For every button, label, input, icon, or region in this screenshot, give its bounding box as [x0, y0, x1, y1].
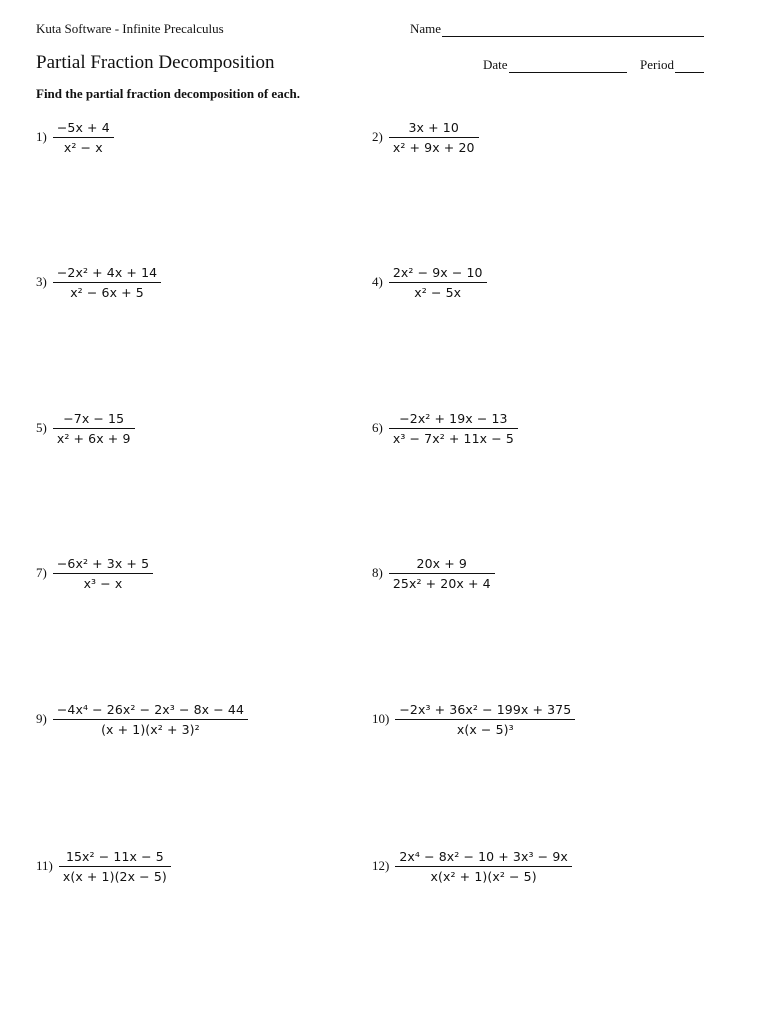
problem	[36, 550, 153, 596]
problem-number: 7)	[36, 565, 47, 580]
numerator: −2x² + 19x − 13	[399, 410, 508, 426]
denominator: x³ − 7x² + 11x − 5	[389, 428, 518, 446]
fraction	[59, 849, 171, 884]
problem	[372, 843, 572, 889]
fraction	[395, 702, 575, 737]
problem	[372, 696, 575, 742]
worksheet-title: Partial Fraction Decomposition	[36, 52, 275, 73]
denominator: 25x² + 20x + 4	[389, 573, 495, 591]
instructions: Find the partial fraction decomposition of each.	[36, 86, 300, 101]
numerator: −2x³ + 36x² − 199x + 375	[399, 701, 572, 717]
fraction	[53, 556, 153, 591]
period-blank[interactable]	[675, 60, 704, 73]
problem-number: 4)	[372, 274, 383, 289]
date-blank[interactable]	[509, 60, 627, 73]
denominator: x³ − x	[53, 573, 153, 591]
fraction	[53, 120, 114, 155]
denominator: x(x − 5)³	[395, 719, 575, 737]
problem-number: 3)	[36, 274, 47, 289]
fraction	[53, 411, 135, 446]
problem	[36, 259, 161, 305]
numerator: 15x² − 11x − 5	[65, 848, 164, 864]
denominator: x² − x	[53, 137, 114, 155]
name-blank[interactable]	[442, 24, 704, 37]
problem	[36, 696, 248, 742]
numerator: 3x + 10	[408, 119, 459, 135]
denominator: (x + 1)(x² + 3)²	[53, 719, 248, 737]
numerator: 20x + 9	[416, 555, 467, 571]
problem	[372, 259, 487, 305]
problem	[372, 114, 479, 160]
problem	[36, 114, 114, 160]
problem-number: 5)	[36, 420, 47, 435]
denominator: x(x + 1)(2x − 5)	[59, 866, 171, 884]
numerator: 2x² − 9x − 10	[392, 264, 483, 280]
numerator: −4x⁴ − 26x² − 2x³ − 8x − 44	[56, 701, 244, 717]
period-field[interactable]	[640, 57, 704, 73]
problem-number: 8)	[372, 565, 383, 580]
problem-number: 2)	[372, 129, 383, 144]
problem	[36, 843, 171, 889]
fraction	[389, 265, 487, 300]
numerator: −7x − 15	[63, 410, 125, 426]
numerator: 2x⁴ − 8x² − 10 + 3x³ − 9x	[399, 848, 568, 864]
fraction	[389, 120, 479, 155]
numerator: −6x² + 3x + 5	[56, 555, 150, 571]
problem	[36, 405, 135, 451]
problem-number: 6)	[372, 420, 383, 435]
denominator: x² + 9x + 20	[389, 137, 479, 155]
fraction	[389, 411, 518, 446]
date-label: Date	[483, 57, 508, 72]
date-field[interactable]	[483, 57, 627, 73]
problem-number: 10)	[372, 711, 390, 726]
denominator: x² − 5x	[389, 282, 487, 300]
period-label: Period	[640, 57, 674, 72]
problem-number: 1)	[36, 129, 47, 144]
name-label: Name	[410, 21, 442, 36]
fraction	[53, 265, 161, 300]
fraction	[395, 849, 572, 884]
problem	[372, 405, 518, 451]
name-field[interactable]	[410, 21, 704, 37]
problem	[372, 550, 495, 596]
problem-number: 9)	[36, 711, 47, 726]
denominator: x² − 6x + 5	[53, 282, 161, 300]
problem-number: 11)	[36, 858, 53, 873]
publisher-label: Kuta Software - Infinite Precalculus	[36, 21, 224, 36]
problem-number: 12)	[372, 858, 390, 873]
fraction	[53, 702, 248, 737]
numerator: −2x² + 4x + 14	[56, 264, 158, 280]
fraction	[389, 556, 495, 591]
denominator: x(x² + 1)(x² − 5)	[395, 866, 572, 884]
numerator: −5x + 4	[56, 119, 110, 135]
denominator: x² + 6x + 9	[53, 428, 135, 446]
